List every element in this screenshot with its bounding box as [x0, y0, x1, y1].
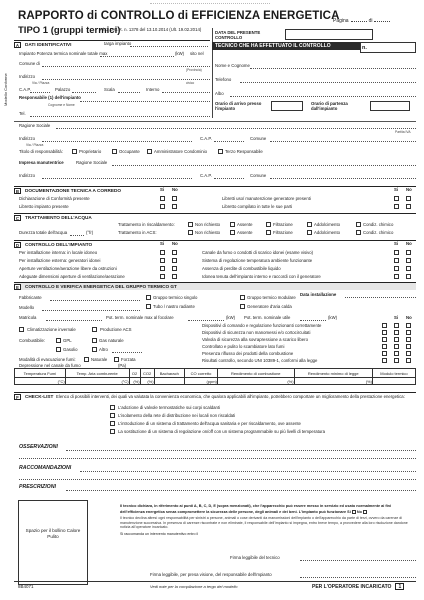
bollino-box	[18, 500, 88, 585]
indirizzo-field[interactable]	[42, 79, 210, 80]
pagina-total-field[interactable]	[374, 21, 390, 22]
decl-no-label: No	[356, 509, 362, 514]
e-comb-altro-field[interactable]	[112, 352, 142, 353]
orario-partenza-field[interactable]	[370, 101, 410, 111]
comune-label: Comune di	[19, 61, 40, 66]
e-check-1: Dispositivi di comando e regolazione funzionanti correttamente	[202, 323, 322, 328]
section-d-letter: D	[15, 243, 20, 248]
impianto-label: Impianto Potenza termica nominale totale max	[19, 51, 108, 56]
e-comb-gas-label: Gas naturale	[99, 338, 124, 343]
e-check-3-nc[interactable]	[382, 337, 387, 342]
targa-field[interactable]	[130, 46, 208, 47]
rilascio-text: Si raccomanda un intervento manutentivo entro il	[120, 531, 199, 536]
section-f-title: CHECK-LIST	[25, 394, 54, 399]
decl-si-cb[interactable]	[352, 510, 356, 514]
e-check-6-si[interactable]	[394, 358, 399, 363]
indirizzo3-field[interactable]	[42, 178, 192, 179]
f-item-4: La sostituzione di un sistema di regolazione on/off con un sistema programmabile su più livelli di temperatura	[118, 429, 325, 434]
th-rend-min: Rendimento minimo di legge	[294, 369, 372, 378]
th-co-corretto: CO corretto	[185, 369, 218, 378]
e-matricola-label: Matricola	[19, 315, 37, 320]
d-left-3-no[interactable]	[172, 266, 177, 271]
td-bacharach[interactable]	[154, 378, 185, 385]
e-comb-gpl[interactable]	[56, 338, 61, 343]
b-item-3-no[interactable]	[406, 196, 411, 201]
scala-label: Scala	[104, 87, 115, 92]
b-item-2-no[interactable]	[172, 204, 177, 209]
tecnico-number-box[interactable]	[360, 42, 416, 53]
e-tipo-2[interactable]	[146, 304, 151, 309]
osservazioni-label: OSSERVAZIONI	[19, 444, 58, 450]
indirizzo2-field[interactable]	[42, 141, 192, 142]
declaration-main: Il tecnico dichiara, in riferimento ai punti A, B, C, D, E (sopra menzionati), che l'apparecchio può essere messo in servizio ed usato normalmente ai fini dell'efficienza energetica senza compromettere la sicurezza delle persone, degli animali e dei beni. L'impianto può funzionare	[120, 504, 392, 514]
ragione-sociale-label: Ragione Sociale	[19, 123, 51, 128]
prescrizioni-field[interactable]	[66, 490, 416, 491]
d-left-2-si[interactable]	[160, 258, 165, 263]
e-check-5-nc[interactable]	[382, 351, 387, 356]
e-check-5-si[interactable]	[394, 351, 399, 356]
e-depressione-label: Depressione nel canale da fumo	[19, 363, 81, 368]
e-pot-focolare-field[interactable]	[188, 320, 224, 321]
d-right-4-no[interactable]	[406, 274, 411, 279]
orario-partenza-label: Orario di partenza dall'impianto	[311, 101, 348, 111]
indirizzo-label: Indirizzo	[19, 74, 36, 79]
section-c-title: TRATTAMENTO DELL'ACQUA	[25, 215, 92, 220]
comune3-label: Comune	[250, 173, 267, 178]
td-co-corretto[interactable]: (ppm)	[185, 378, 218, 385]
e-kw-2: (kW)	[328, 315, 338, 320]
cap-field[interactable]	[30, 92, 50, 93]
d-left-2: Per installazione esterna: generatori idonei	[19, 258, 101, 263]
cognome-nome-hint: Cognome e Nome	[48, 103, 75, 107]
c-acs-opt-2[interactable]	[230, 230, 235, 235]
titolo-checkbox-4[interactable]	[218, 149, 223, 154]
th-temp-fumi: Temperatura Fumi	[15, 369, 66, 378]
f-item-1: L'adozione di valvole termostatiche sui corpi scaldanti	[118, 405, 221, 410]
e-tipo-1-label: Gruppo termico singolo	[153, 295, 198, 300]
comune2-field[interactable]	[270, 141, 416, 142]
c-risc-opt-5-label: Condiz. chimico	[363, 222, 394, 227]
b-item-2: Libretto impianto presente	[19, 204, 69, 209]
e-check-6: Risultati controllo, secondo UNI 10389-1, conformi alla legge	[202, 358, 318, 363]
d-left-1-no[interactable]	[172, 250, 177, 255]
d-left-4: Adeguate dimensioni aperture di ventilazione/aerazione	[19, 274, 125, 279]
kw-label: (kW)	[175, 51, 185, 56]
tecnico-telefono-label: Telefono	[215, 77, 232, 82]
partita-iva-label: Partita IVA	[395, 130, 411, 134]
titolo-checkbox-3[interactable]	[147, 149, 152, 154]
firma-tecnico-field[interactable]	[300, 560, 416, 561]
c-acs-label: Trattamento in ACS:	[118, 230, 157, 235]
f-item-3-cb[interactable]	[110, 421, 115, 426]
pagina-field[interactable]	[351, 21, 367, 22]
c-risc-opt-2[interactable]	[230, 222, 235, 227]
d-right-4: Idonea tenuta dell'impianto interno e raccordi con il generatore	[202, 274, 321, 279]
e-tipo-3[interactable]	[240, 295, 245, 300]
e-pot-focolare-label: Pot. term. nominale max al focolare	[106, 315, 174, 320]
titolo-checkbox-2[interactable]	[112, 149, 117, 154]
c-acs-opt-5[interactable]	[356, 230, 361, 235]
b-item-4-no[interactable]	[406, 204, 411, 209]
tecnico-nome-label: Nome e Cognome	[215, 63, 250, 68]
e-check-5: Presenza riflusso dei prodotti della combustione	[202, 351, 294, 356]
c-acs-opt-3[interactable]	[266, 230, 271, 235]
d-right-2-si[interactable]	[394, 258, 399, 263]
interno-label: Interno	[146, 87, 160, 92]
c-acs-opt-3-label: Filtrazione	[273, 230, 293, 235]
comune3-field[interactable]	[270, 178, 416, 179]
section-a-letter: A	[15, 43, 20, 48]
c-risc-opt-3[interactable]	[266, 222, 271, 227]
declaration-block	[120, 504, 416, 537]
impresa-field[interactable]	[112, 165, 416, 166]
d-left-3: Aperture ventilazione/aerazione libere da ostruzioni	[19, 266, 117, 271]
firma-tecnico-label: Firma leggibile del tecnico	[230, 555, 280, 560]
civico-label: civico	[186, 81, 195, 85]
d-si-header: Si	[160, 241, 165, 246]
rule-1	[14, 121, 416, 122]
td-rend-min[interactable]: (%)	[294, 378, 372, 385]
form-title: RAPPORTO di CONTROLLO di EFFICIENZA ENERGETICA	[18, 10, 340, 22]
e-data-install-field[interactable]	[345, 297, 416, 298]
top-rule	[150, 3, 270, 4]
footer-operator	[312, 583, 404, 590]
e-check-1-si[interactable]	[394, 323, 399, 328]
e-comb-gasolio[interactable]	[56, 347, 61, 352]
e-check-4-nc[interactable]	[382, 344, 387, 349]
section-e-header	[14, 282, 416, 290]
orario-arrivo-label: Orario di arrivo presso l'impianto	[215, 101, 262, 111]
e-check-2-no[interactable]	[406, 330, 411, 335]
e-check-6-nc[interactable]	[382, 358, 387, 363]
e-fabbricante-label: Fabbricante	[19, 295, 42, 300]
tecnico-n-label: n.	[362, 45, 367, 51]
f-item-2: L'isolamento della rete di distribuzione nei locali non riscaldati	[118, 413, 236, 418]
c-acs-opt-1-label: Non richiesto	[195, 230, 221, 235]
cap3-label: C.A.P.	[200, 173, 212, 178]
th-bacharach: Bacharach	[154, 369, 185, 378]
footer-rule	[14, 581, 416, 582]
td-o2[interactable]: (%)	[129, 378, 140, 385]
tel-field[interactable]	[30, 116, 210, 117]
e-si-header: Si	[394, 315, 399, 320]
responsabile-label: Responsabile (1) dell'impianto	[19, 95, 81, 100]
section-c-header	[14, 213, 416, 221]
palazzo-label: Palazzo	[55, 87, 71, 92]
e-tipo-2-label: Tubo / nastro radiante	[153, 304, 195, 309]
section-c-letter: C	[15, 216, 20, 221]
e-check-6-no[interactable]	[406, 358, 411, 363]
b-si-header: Si	[160, 187, 165, 192]
titolo-label: Titolo di responsabilità:	[19, 149, 63, 154]
f-item-4-cb[interactable]	[110, 429, 115, 434]
e-comb-gpl-label: GPL	[63, 338, 72, 343]
footer-note: Vedi note per la compilazione a tergo del modello	[150, 584, 238, 589]
d-si-header-right: Si	[394, 241, 399, 246]
palazzo-field[interactable]	[72, 92, 96, 93]
section-d-header	[14, 240, 416, 248]
d-right-2: Sistema di regolazione temperatura ambiente funzionante	[202, 258, 313, 263]
e-modello-label: Modello	[19, 305, 35, 310]
d-left-4-no[interactable]	[172, 274, 177, 279]
e-pot-utile-field[interactable]	[300, 320, 326, 321]
titolo-opt-1: Proprietario	[79, 149, 102, 154]
d-left-1-si[interactable]	[160, 250, 165, 255]
responsabile-field[interactable]	[80, 101, 210, 102]
b-item-3-si[interactable]	[394, 196, 399, 201]
c-acs-opt-4-label: Addolcimento	[314, 230, 341, 235]
e-check-2: Dispositivi di sicurezza non manomessi e/o cortocircuitati	[202, 330, 311, 335]
c-acs-opt-1[interactable]	[188, 230, 193, 235]
th-temp-aria: Temp. Aria comburente	[65, 369, 129, 378]
e-pot-utile-label: Pot. term. nominale utile	[244, 315, 291, 320]
b-item-1-si[interactable]	[160, 196, 165, 201]
b-item-4-si[interactable]	[394, 204, 399, 209]
e-check-1-no[interactable]	[406, 323, 411, 328]
tecnico-albo-field[interactable]	[230, 96, 416, 97]
scala-field[interactable]	[118, 92, 140, 93]
c-acs-opt-5-label: Condiz. chimico	[363, 230, 394, 235]
d-left-3-si[interactable]	[160, 266, 165, 271]
e-no-header: No	[406, 315, 412, 320]
tel-label: Tel.	[19, 111, 26, 116]
d-left-4-si[interactable]	[160, 274, 165, 279]
cap2-label: C.A.P.	[200, 136, 212, 141]
data-controllo-label: DATA DEL PRESENTE CONTROLLO	[215, 30, 261, 40]
c-acs-opt-4[interactable]	[307, 230, 312, 235]
targa-label: targa impianto	[104, 41, 132, 46]
f-item-1-cb[interactable]	[110, 405, 115, 410]
e-comb-gasolio-label: Gasolio	[63, 347, 78, 352]
section-d-title: CONTROLLO DELL'IMPIANTO	[25, 242, 93, 247]
potenza-field[interactable]	[100, 56, 174, 57]
d-no-header: No	[172, 241, 178, 246]
e-pa-label: (Pa)	[118, 363, 127, 368]
e-kw-1: (kW)	[226, 315, 236, 320]
c-risc-opt-3-label: Filtrazione	[273, 222, 293, 227]
ragione-sociale2-label: Ragione Sociale	[76, 160, 108, 165]
e-comb-gas[interactable]	[92, 338, 97, 343]
c-risc-opt-1-label: Non richiesto	[195, 222, 221, 227]
b-no-header: No	[172, 187, 178, 192]
d-left-2-no[interactable]	[172, 258, 177, 263]
c-durezza-field[interactable]	[70, 235, 84, 236]
decl-si-label: Si	[347, 509, 351, 514]
ragione-sociale-field[interactable]	[56, 128, 416, 129]
bollino-label: Spazio per il bollino Calore Pulito	[25, 528, 81, 539]
comune-field[interactable]	[42, 66, 210, 67]
e-tipo-4[interactable]	[240, 304, 245, 309]
td-modulo[interactable]	[372, 378, 415, 385]
section-a-title: DATI IDENTIFICATIVI	[25, 42, 72, 47]
declaration-text	[120, 504, 416, 514]
d-no-header-right: No	[406, 241, 412, 246]
sito-label: sito nel	[190, 51, 204, 56]
e-climatizzazione-cb[interactable]	[19, 327, 24, 332]
cap3-field[interactable]	[214, 178, 244, 179]
f-item-3: L'introduzione di un sistema di trattamento dell'acqua sanitaria e per riscaldamento, ove assente	[118, 421, 301, 426]
section-e-letter: E	[14, 284, 21, 290]
e-climatizzazione-label: Climatizzazione invernale	[27, 327, 76, 332]
b-item-1: Dichiarazione di Conformità presente	[19, 196, 90, 201]
b-item-4: Libretto compilato in tutte le sue parti	[222, 204, 293, 209]
e-check-4-no[interactable]	[406, 344, 411, 349]
tecnico-telefono-field[interactable]	[240, 82, 416, 83]
footer-page-number: 1	[395, 583, 404, 590]
table-value-row	[15, 378, 416, 385]
c-durezza-unit: (°fr)	[86, 230, 94, 235]
titolo-checkbox-1[interactable]	[72, 149, 77, 154]
comune2-label: Comune	[250, 136, 267, 141]
section-b-header	[14, 186, 416, 194]
form-subtitle	[18, 25, 202, 36]
e-check-5-no[interactable]	[406, 351, 411, 356]
th-rend-comb: Rendimento di combustione	[217, 369, 294, 378]
c-risc-opt-1[interactable]	[188, 222, 193, 227]
e-comb-altro-label: Altro	[99, 347, 108, 352]
e-mod-naturale-label: Naturale	[91, 357, 108, 362]
data-controllo-field[interactable]	[285, 29, 373, 40]
measurement-table	[14, 368, 416, 385]
titolo-opt-3: Amministratore Condominio	[154, 149, 208, 154]
provincia-label: (Provincia)	[186, 68, 202, 72]
legal-text: Il tecnico declina altresì ogni responsabilità per sinistri a persone, animali o cose derivanti da manomissioni dell'impianto o dell'apparecchio da parte di terzi, ovvero da carenze di manutenzione successiva. In presenza di carenze riscontrate e non eliminate, il responsabile dell'impianto si impegna, entro breve tempo, a provvedere alla loro risoluzione dandone notizia all'operatore incaricato.	[120, 516, 408, 530]
c-risc-opt-5[interactable]	[356, 222, 361, 227]
e-combustibile-label: Combustibile:	[19, 338, 46, 343]
e-mod-forzata-label: Forzata	[121, 357, 136, 362]
e-comb-altro[interactable]	[92, 347, 97, 352]
tecnico-nome-field[interactable]	[250, 68, 416, 69]
footer-code: 8B4071	[18, 584, 34, 589]
e-check-3: Valvola di sicurezza alla sovrapressione a scarico libero	[202, 337, 308, 342]
section-e-title: CONTROLLO E VERIFICA ENERGETICA DEL GRUPPO TERMICO GT	[25, 284, 177, 289]
osservazioni-field[interactable]	[66, 450, 416, 451]
e-tipo-4-label: Generatore d'aria calda	[247, 304, 292, 309]
section-f-letter: F	[14, 394, 21, 400]
impresa-label: Impresa manutentrice	[19, 160, 64, 165]
th-co2: CO2	[140, 369, 154, 378]
b-no-header-right: No	[406, 187, 412, 192]
c-durezza-label: Durezza totale dell'acqua	[19, 230, 68, 235]
e-check-2-nc[interactable]	[382, 330, 387, 335]
td-rend-comb[interactable]: (%)	[217, 378, 294, 385]
e-mod-forzata[interactable]	[114, 357, 119, 362]
e-check-4-si[interactable]	[394, 344, 399, 349]
tecnico-bar: TECNICO CHE HA EFFETTUATO IL CONTROLLO	[212, 42, 360, 50]
firma-resp-label: Firma leggibile, per presa visione, del responsabile dell'impianto	[150, 572, 272, 577]
cap-label: C.A.P.	[19, 87, 31, 92]
e-modello-field[interactable]	[42, 310, 140, 311]
d-right-3-no[interactable]	[406, 266, 411, 271]
b-item-1-no[interactable]	[172, 196, 177, 201]
raccomandazioni-field[interactable]	[80, 471, 416, 472]
e-tipo-3-label: Gruppo termico modulare	[247, 295, 296, 300]
raccomandazioni-field-2[interactable]	[19, 479, 416, 480]
c-acs-opt-2-label: Assente	[237, 230, 253, 235]
interno-field[interactable]	[162, 92, 210, 93]
e-modalita-label: Modalità di evacuazione fumi:	[19, 357, 76, 362]
d-right-2-no[interactable]	[406, 258, 411, 263]
d-right-3-si[interactable]	[394, 266, 399, 271]
via-label: Via / Piazza	[32, 81, 50, 85]
th-modulo: Modulo termico	[372, 369, 415, 378]
e-check-1-nc[interactable]	[382, 323, 387, 328]
td-temp-aria[interactable]: (°C)	[65, 378, 129, 385]
d-right-1-si[interactable]	[394, 250, 399, 255]
via2-label: Via / Piazza	[26, 143, 44, 147]
cap2-field[interactable]	[214, 141, 244, 142]
e-acs-label: Produzione ACS	[100, 327, 132, 332]
th-o2: O2	[129, 369, 140, 378]
indirizzo3-label: Indirizzo	[19, 173, 36, 178]
c-risc-opt-2-label: Assente	[237, 222, 253, 227]
section-b-title: DOCUMENTAZIONE TECNICA A CORREDO	[25, 188, 122, 193]
f-item-2-cb[interactable]	[110, 413, 115, 418]
e-check-3-si[interactable]	[394, 337, 399, 342]
b-item-2-si[interactable]	[160, 204, 165, 209]
e-check-4: Controllato e pulito lo scambiatore lato fumi	[202, 344, 285, 349]
b-si-header-right: Si	[394, 187, 399, 192]
td-temp-fumi[interactable]: (°C)	[15, 378, 66, 385]
footer-operator-label: PER L'OPERATORE INCARICATO	[312, 584, 392, 590]
d-right-4-si[interactable]	[394, 274, 399, 279]
raccomandazioni-label: RACCOMANDAZIONI	[19, 465, 72, 471]
di-label: di	[368, 18, 373, 24]
c-risc-opt-4-label: Addolcimento	[314, 222, 341, 227]
d-right-1: Canale da fumo o condotti di scarico idonei (esame visivo)	[202, 250, 314, 255]
e-check-2-si[interactable]	[394, 330, 399, 335]
e-fabbricante-field[interactable]	[50, 300, 140, 301]
osservazioni-field-2[interactable]	[19, 458, 416, 459]
e-matricola-field[interactable]	[46, 320, 102, 321]
e-acs-cb[interactable]	[92, 327, 97, 332]
c-risc-opt-4[interactable]	[307, 222, 312, 227]
f-intro: Elenco di possibili interventi, dei quali va valutata la convenienza economica, che qualora applicabili all'impianto, potrebbero comportare un miglioramento della prestazione energetica:	[56, 394, 405, 399]
norm-reference: Al. 2 D.G.R. n. 1378 del 13.10.2014 (Ult. 19.02.2014)	[100, 27, 202, 32]
prescrizioni-label: PRESCRIZIONI	[19, 484, 56, 490]
d-right-1-no[interactable]	[406, 250, 411, 255]
e-data-install-label: Data installazione	[300, 292, 337, 297]
d-left-1: Per installazione interna: in locale idoneo	[19, 250, 98, 255]
td-co2[interactable]: (%)	[140, 378, 154, 385]
indirizzo2-label: Indirizzo	[19, 136, 36, 141]
table-header-row	[15, 369, 416, 378]
titolo-opt-4: Terzo Responsabile	[225, 149, 263, 154]
side-label: Modello Conforme	[3, 73, 8, 106]
subtitle-text: TIPO 1 (gruppi termici)	[18, 25, 121, 36]
c-risc-label: Trattamento in riscaldamento:	[118, 222, 175, 227]
b-item-3: Libretti uso/ manutenzione generatore presenti	[222, 196, 311, 201]
tecnico-albo-label: Albo	[215, 91, 224, 96]
page-counter	[333, 18, 392, 24]
d-right-3: Assenza di perdite di combustibile liquido	[202, 266, 281, 271]
orario-arrivo-field[interactable]	[271, 101, 303, 111]
e-tipo-1[interactable]	[146, 295, 151, 300]
section-b-letter: B	[15, 189, 20, 194]
decl-no-cb[interactable]	[363, 510, 367, 514]
e-mod-naturale[interactable]	[84, 357, 89, 362]
titolo-opt-2: Occupante	[119, 149, 140, 154]
firma-resp-field[interactable]	[300, 577, 416, 578]
e-check-3-no[interactable]	[406, 337, 411, 342]
pagina-label: Pagina	[333, 18, 349, 24]
